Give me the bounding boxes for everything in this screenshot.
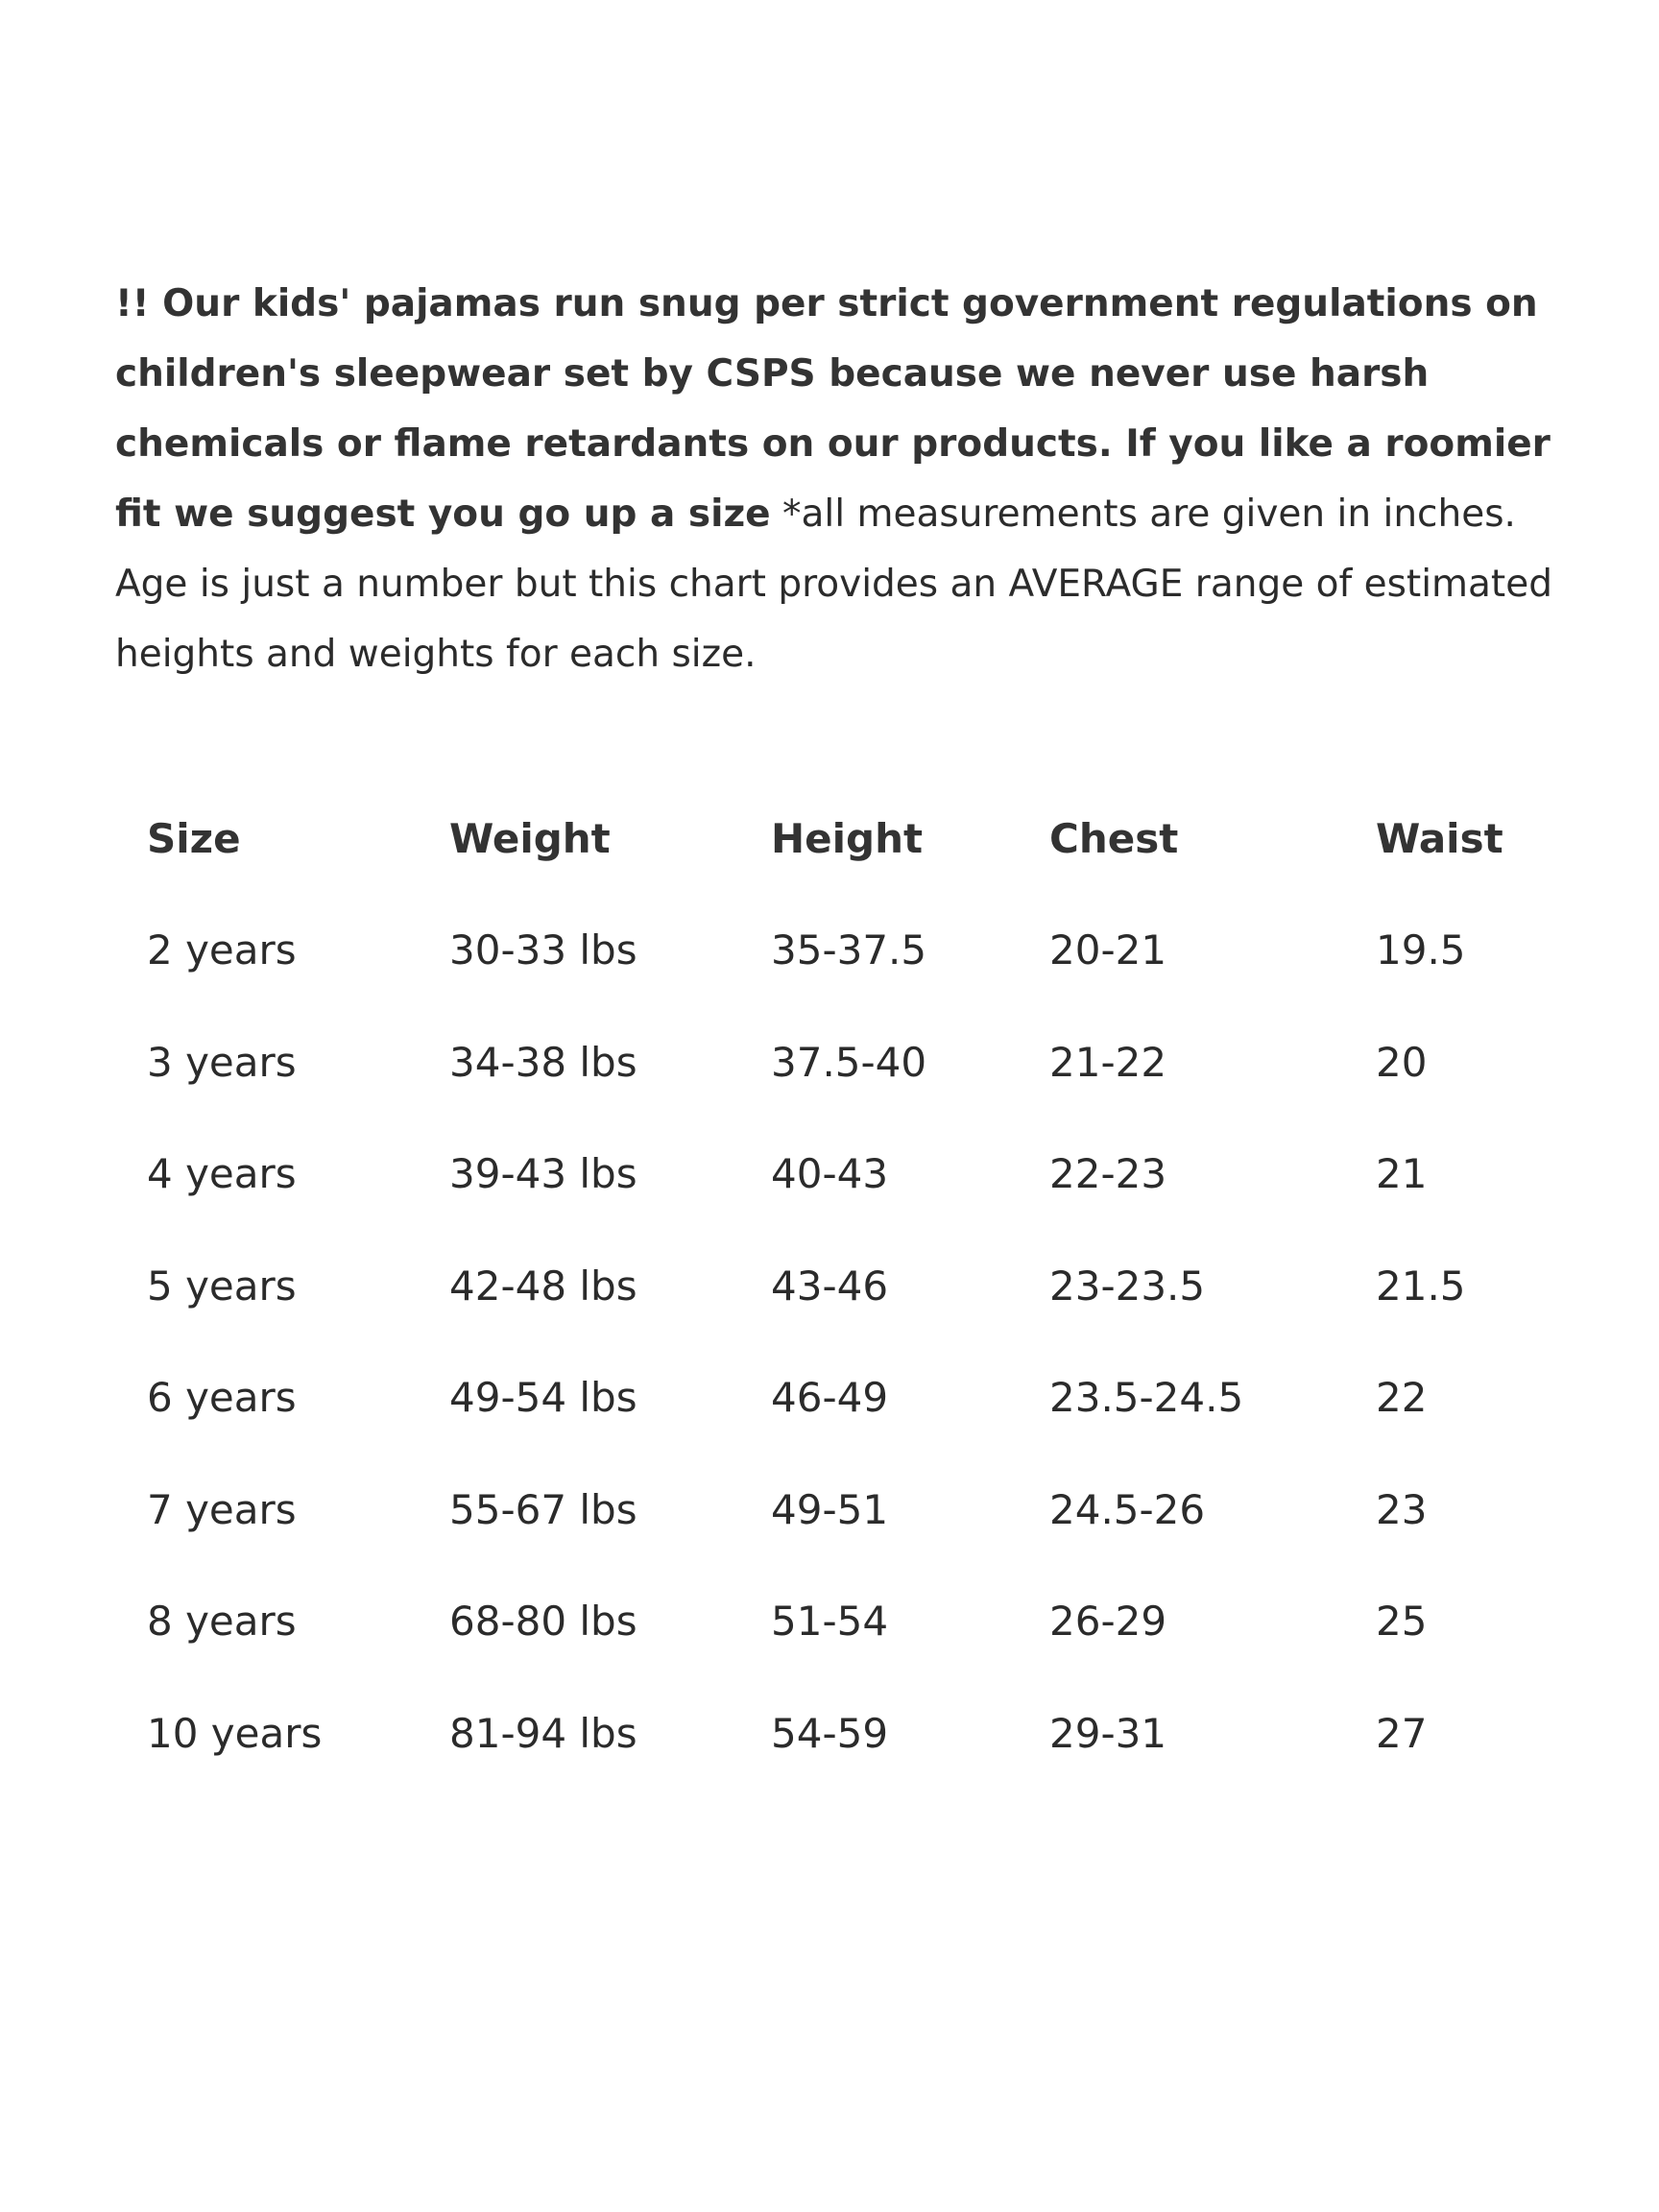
cell-chest: 21-22 — [1049, 1038, 1167, 1086]
header-weight: Weight — [449, 814, 611, 862]
cell-height: 51-54 — [771, 1598, 889, 1646]
table-row — [147, 1006, 1529, 1118]
table-header-row — [147, 782, 1529, 895]
cell-waist: 27 — [1376, 1709, 1428, 1757]
cell-waist: 25 — [1376, 1598, 1428, 1646]
size-chart-table — [147, 782, 1529, 1790]
header-waist: Waist — [1376, 814, 1503, 862]
cell-weight: 34-38 lbs — [449, 1038, 637, 1086]
cell-waist: 22 — [1376, 1374, 1428, 1422]
header-chest: Chest — [1049, 814, 1179, 862]
cell-chest: 23-23.5 — [1049, 1262, 1206, 1310]
table-row — [147, 1677, 1529, 1790]
cell-size: 6 years — [147, 1374, 297, 1422]
cell-size: 10 years — [147, 1709, 323, 1757]
cell-waist: 21.5 — [1376, 1262, 1466, 1310]
cell-chest: 26-29 — [1049, 1598, 1167, 1646]
header-height: Height — [771, 814, 924, 862]
header-size: Size — [147, 814, 241, 862]
cell-chest: 23.5-24.5 — [1049, 1374, 1244, 1422]
snug-fit-warning: !! Our kids' pajamas run snug per strict government regulations on children's sleepwear set by CSPS because we never use harsh chemicals or flame retardants on our products. If you like a roomier fit we suggest you go up a size — [115, 282, 1551, 536]
cell-chest: 29-31 — [1049, 1709, 1167, 1757]
cell-height: 46-49 — [771, 1374, 889, 1422]
table-row — [147, 1230, 1529, 1342]
cell-waist: 19.5 — [1376, 926, 1466, 974]
cell-height: 37.5-40 — [771, 1038, 927, 1086]
cell-height: 49-51 — [771, 1485, 889, 1533]
table-row — [147, 1454, 1529, 1566]
cell-chest: 22-23 — [1049, 1150, 1167, 1198]
cell-height: 35-37.5 — [771, 926, 927, 974]
cell-waist: 23 — [1376, 1485, 1428, 1533]
table-row — [147, 1118, 1529, 1231]
cell-waist: 20 — [1376, 1038, 1428, 1086]
cell-height: 43-46 — [771, 1262, 889, 1310]
measurement-unit-note: *all measurements are given in inches. — [770, 493, 1516, 536]
cell-height: 54-59 — [771, 1709, 889, 1757]
cell-weight: 81-94 lbs — [449, 1709, 637, 1757]
cell-weight: 68-80 lbs — [449, 1598, 637, 1646]
cell-weight: 49-54 lbs — [449, 1374, 637, 1422]
cell-size: 2 years — [147, 926, 297, 974]
table-row — [147, 895, 1529, 1007]
cell-weight: 30-33 lbs — [449, 926, 637, 974]
cell-size: 7 years — [147, 1485, 297, 1533]
table-row — [147, 1566, 1529, 1678]
cell-size: 5 years — [147, 1262, 297, 1310]
cell-height: 40-43 — [771, 1150, 889, 1198]
cell-weight: 55-67 lbs — [449, 1485, 637, 1533]
sizing-notice — [115, 269, 1575, 689]
cell-size: 3 years — [147, 1038, 297, 1086]
cell-weight: 42-48 lbs — [449, 1262, 637, 1310]
cell-size: 4 years — [147, 1150, 297, 1198]
cell-chest: 20-21 — [1049, 926, 1167, 974]
cell-weight: 39-43 lbs — [449, 1150, 637, 1198]
cell-chest: 24.5-26 — [1049, 1485, 1206, 1533]
average-range-note: Age is just a number but this chart provides an AVERAGE range of estimated heights and weights for each size. — [115, 563, 1552, 676]
table-row — [147, 1342, 1529, 1455]
cell-waist: 21 — [1376, 1150, 1428, 1198]
cell-size: 8 years — [147, 1598, 297, 1646]
